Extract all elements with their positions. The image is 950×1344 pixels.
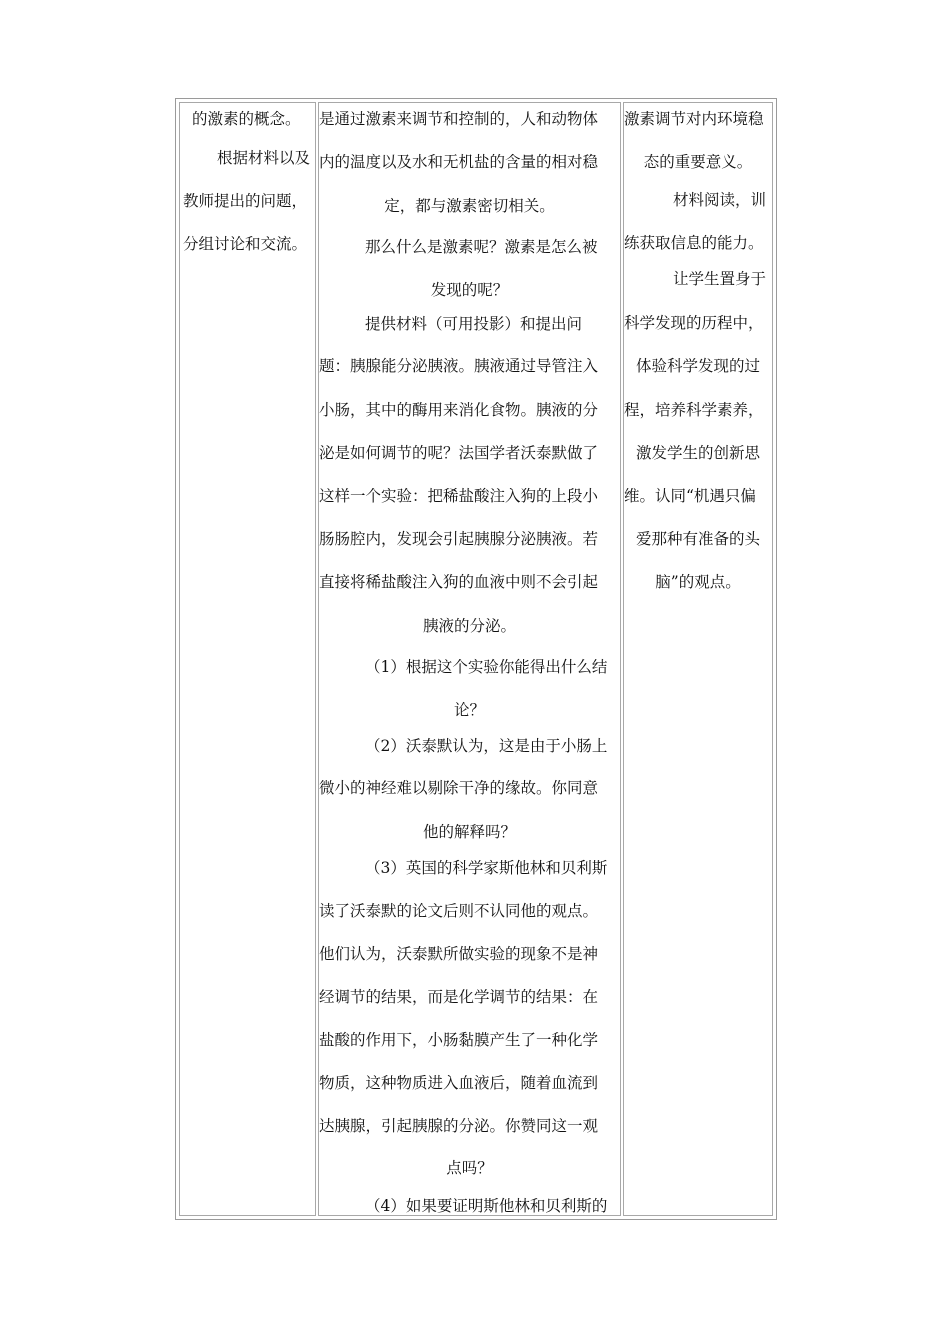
text-line: 体验科学发现的过 (635, 357, 760, 375)
text-line: 题：胰腺能分泌胰液。胰液通过导管注入 (319, 357, 599, 375)
text-line: 分组讨论和交流。 (183, 235, 308, 253)
text-line: 爱那种有准备的头 (635, 530, 760, 548)
text-line: 那么什么是激素呢？激素是怎么被 (365, 238, 598, 256)
text-line: 泌是如何调节的呢？法国学者沃泰默做了 (319, 444, 599, 462)
text-line: 激发学生的创新思 (635, 444, 760, 462)
text-line: 根据材料以及 (217, 149, 311, 167)
text-line: （4）如果要证明斯他林和贝利斯的 (365, 1197, 608, 1215)
text-line: 这样一个实验：把稀盐酸注入狗的上段小 (319, 487, 599, 505)
text-line: 他们认为，沃泰默所做实验的现象不是神 (319, 945, 599, 963)
text-line: 定，都与激素密切相关。 (384, 197, 555, 215)
text-line: 点吗？ (446, 1159, 493, 1177)
text-line: 直接将稀盐酸注入狗的血液中则不会引起 (319, 573, 599, 591)
text-line: （2）沃泰默认为，这是由于小肠上 (365, 737, 608, 755)
text-line: 论？ (453, 701, 485, 719)
text-line: （3）英国的科学家斯他林和贝利斯 (365, 859, 608, 877)
text-line: 练获取信息的能力。 (624, 234, 764, 252)
text-line: 科学发现的历程中， (624, 314, 764, 332)
text-line: 态的重要意义。 (643, 153, 753, 171)
text-line: 肠肠腔内，发现会引起胰腺分泌胰液。若 (319, 530, 599, 548)
text-line: 教师提出的问题， (183, 192, 308, 210)
text-line: 物质，这种物质进入血液后，随着血流到 (319, 1074, 599, 1092)
text-line: 脑”的观点。 (655, 573, 741, 591)
text-line: 胰液的分泌。 (422, 617, 516, 635)
text-line: 的激素的概念。 (192, 110, 301, 128)
lesson-table (175, 98, 777, 1220)
student-activity-cell (179, 102, 316, 1216)
text-line: 让学生置身于 (672, 270, 766, 288)
text-line: 发现的呢？ (430, 281, 509, 299)
text-line: 他的解释吗？ (422, 823, 516, 841)
text-line: 盐酸的作用下，小肠黏膜产生了一种化学 (319, 1031, 599, 1049)
text-line: 经调节的结果，而是化学调节的结果：在 (319, 988, 599, 1006)
text-line: 微小的神经难以剔除干净的缘故。你同意 (319, 779, 599, 797)
text-line: 提供材料（可用投影）和提出问 (365, 315, 583, 333)
text-line: 程，培养科学素养， (624, 401, 764, 419)
text-line: 维。认同“机遇只偏 (624, 487, 756, 505)
text-line: （1）根据这个实验你能得出什么结 (365, 658, 608, 676)
text-line: 激素调节对内环境稳 (624, 110, 764, 128)
text-line: 是通过激素来调节和控制的，人和动物体 (319, 110, 599, 128)
text-line: 读了沃泰默的论文后则不认同他的观点。 (319, 902, 599, 920)
text-line: 内的温度以及水和无机盐的含量的相对稳 (319, 153, 599, 171)
teacher-activity-cell (318, 102, 621, 1216)
text-line: 材料阅读，训 (672, 191, 766, 209)
design-intent-cell (623, 102, 773, 1216)
text-line: 小肠，其中的酶用来消化食物。胰液的分 (319, 401, 599, 419)
text-line: 达胰腺，引起胰腺的分泌。你赞同这一观 (319, 1117, 599, 1135)
